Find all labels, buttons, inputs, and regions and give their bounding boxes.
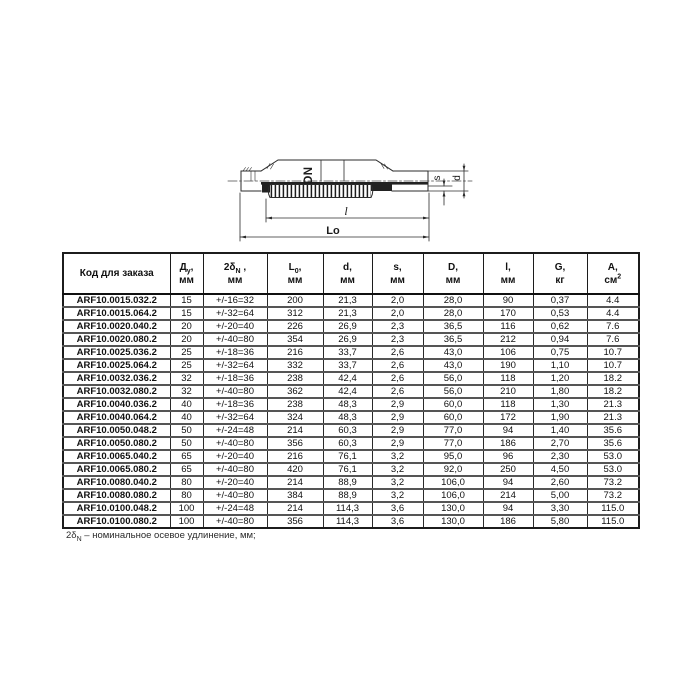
spec-value-cell: 2,9 <box>372 411 423 424</box>
table-row <box>63 372 639 385</box>
spec-value-cell: 226 <box>267 320 323 333</box>
order-code-cell: ARF10.0015.032.2 <box>63 294 170 307</box>
spec-value-cell: 35.6 <box>587 437 639 450</box>
spec-value-cell: 76,1 <box>323 450 372 463</box>
technical-drawing <box>226 138 478 250</box>
spec-value-cell: 130,0 <box>423 502 483 515</box>
spec-value-cell: +/-40=80 <box>203 489 267 502</box>
spec-value-cell: 50 <box>170 424 203 437</box>
col-header-a: A, $см^2$ <box>587 253 639 294</box>
spec-value-cell: 216 <box>267 450 323 463</box>
col-header-order-code <box>63 253 170 294</box>
spec-value-cell: 1,30 <box>533 398 587 411</box>
spec-value-cell: 7.6 <box>587 333 639 346</box>
table-row <box>63 294 639 307</box>
spec-value-cell: +/-40=80 <box>203 515 267 528</box>
spec-value-cell: 25 <box>170 346 203 359</box>
spec-value-cell: 10.7 <box>587 346 639 359</box>
spec-value-cell: 42,4 <box>323 372 372 385</box>
order-code-cell: ARF10.0065.040.2 <box>63 450 170 463</box>
spec-value-cell: 118 <box>483 372 533 385</box>
spec-value-cell: +/-20=40 <box>203 320 267 333</box>
spec-value-cell: 420 <box>267 463 323 476</box>
spec-value-cell: 36,5 <box>423 320 483 333</box>
spec-value-cell: 65 <box>170 450 203 463</box>
spec-value-cell: 216 <box>267 346 323 359</box>
spec-value-cell: +/-20=40 <box>203 450 267 463</box>
table-row <box>63 411 639 424</box>
spec-value-cell: +/-24=48 <box>203 424 267 437</box>
table-row <box>63 346 639 359</box>
spec-value-cell: 95,0 <box>423 450 483 463</box>
footnote-text: – номинальное осевое удлинение, мм; <box>81 530 256 541</box>
spec-value-cell: 100 <box>170 515 203 528</box>
table-row <box>63 307 639 320</box>
spec-value-cell: 212 <box>483 333 533 346</box>
spec-value-cell: 26,9 <box>323 320 372 333</box>
spec-value-cell: +/-40=80 <box>203 385 267 398</box>
spec-value-cell: 190 <box>483 359 533 372</box>
spec-value-cell: +/-40=80 <box>203 333 267 346</box>
spec-value-cell: 3,2 <box>372 450 423 463</box>
spec-value-cell: 94 <box>483 424 533 437</box>
spec-value-cell: 186 <box>483 437 533 450</box>
spec-value-cell: 80 <box>170 489 203 502</box>
spec-value-cell: 2,30 <box>533 450 587 463</box>
table-row <box>63 502 639 515</box>
col-header-d-small: d, мм <box>323 253 372 294</box>
spec-value-cell: 0,75 <box>533 346 587 359</box>
header-row <box>63 253 639 294</box>
pipe-end-left <box>241 168 261 192</box>
spec-value-cell: 21.3 <box>587 411 639 424</box>
spec-value-cell: 20 <box>170 333 203 346</box>
spec-value-cell: 33,7 <box>323 359 372 372</box>
spec-value-cell: +/-32=64 <box>203 411 267 424</box>
table-row <box>63 320 639 333</box>
dn-label: DN <box>303 166 315 184</box>
spec-value-cell: 4.4 <box>587 307 639 320</box>
order-code-cell: ARF10.0065.080.2 <box>63 463 170 476</box>
spec-value-cell: 324 <box>267 411 323 424</box>
order-code-cell: ARF10.0050.080.2 <box>63 437 170 450</box>
spec-value-cell: 15 <box>170 294 203 307</box>
spec-value-cell: 5,00 <box>533 489 587 502</box>
spec-value-cell: 25 <box>170 359 203 372</box>
spec-value-cell: 2,6 <box>372 359 423 372</box>
spec-value-cell: 94 <box>483 502 533 515</box>
spec-value-cell: 362 <box>267 385 323 398</box>
spec-value-cell: 106,0 <box>423 476 483 489</box>
table-row <box>63 333 639 346</box>
spec-value-cell: 0,37 <box>533 294 587 307</box>
spec-value-cell: 3,30 <box>533 502 587 515</box>
spec-value-cell: 90 <box>483 294 533 307</box>
spec-value-cell: 116 <box>483 320 533 333</box>
spec-value-cell: 80 <box>170 476 203 489</box>
spec-value-cell: 48,3 <box>323 411 372 424</box>
spec-value-cell: 250 <box>483 463 533 476</box>
spec-value-cell: 36,5 <box>423 333 483 346</box>
spec-value-cell: 3,6 <box>372 515 423 528</box>
spec-value-cell: 18.2 <box>587 385 639 398</box>
order-code-cell: ARF10.0040.064.2 <box>63 411 170 424</box>
spec-value-cell: 50 <box>170 437 203 450</box>
spec-value-cell: 88,9 <box>323 476 372 489</box>
spec-table <box>62 252 640 529</box>
spec-value-cell: 2,6 <box>372 385 423 398</box>
spec-value-cell: 2,6 <box>372 346 423 359</box>
spec-value-cell: 170 <box>483 307 533 320</box>
spec-value-cell: 1,40 <box>533 424 587 437</box>
spec-value-cell: 21,3 <box>323 307 372 320</box>
spec-value-cell: 2,3 <box>372 333 423 346</box>
spec-value-cell: +/-40=80 <box>203 463 267 476</box>
spec-value-cell: 238 <box>267 372 323 385</box>
spec-value-cell: +/-32=64 <box>203 307 267 320</box>
order-code-cell: ARF10.0020.040.2 <box>63 320 170 333</box>
spec-value-cell: 32 <box>170 385 203 398</box>
spec-value-cell: 354 <box>267 333 323 346</box>
spec-value-cell: 2,9 <box>372 424 423 437</box>
col-header-g: G, кг <box>533 253 587 294</box>
spec-value-cell: 35.6 <box>587 424 639 437</box>
spec-value-cell: 214 <box>483 489 533 502</box>
spec-value-cell: 88,9 <box>323 489 372 502</box>
col-header-l-small: l, мм <box>483 253 533 294</box>
spec-value-cell: 214 <box>267 424 323 437</box>
footnote: $2\delta_N$ – номинальное осевое удлинение, мм; <box>66 530 256 543</box>
footnote-symbol: 2δ <box>66 530 77 541</box>
spec-value-cell: 100 <box>170 502 203 515</box>
dimension-l <box>266 199 429 222</box>
spec-value-cell: 1,10 <box>533 359 587 372</box>
spec-value-cell: 28,0 <box>423 307 483 320</box>
spec-value-cell: 0,94 <box>533 333 587 346</box>
spec-value-cell: 53.0 <box>587 450 639 463</box>
spec-value-cell: 40 <box>170 411 203 424</box>
spec-value-cell: +/-18=36 <box>203 346 267 359</box>
spec-value-cell: 60,3 <box>323 437 372 450</box>
col-header-s: s, мм <box>372 253 423 294</box>
spec-value-cell: 200 <box>267 294 323 307</box>
spec-value-cell: 0,62 <box>533 320 587 333</box>
spec-value-cell: 214 <box>267 476 323 489</box>
spec-value-cell: 48,3 <box>323 398 372 411</box>
spec-value-cell: 60,0 <box>423 411 483 424</box>
spec-value-cell: 60,3 <box>323 424 372 437</box>
spec-value-cell: 1,20 <box>533 372 587 385</box>
spec-value-cell: 106,0 <box>423 489 483 502</box>
spec-value-cell: 210 <box>483 385 533 398</box>
spec-value-cell: 40 <box>170 398 203 411</box>
order-code-cell: ARF10.0020.080.2 <box>63 333 170 346</box>
spec-value-cell: 0,53 <box>533 307 587 320</box>
spec-value-cell: 92,0 <box>423 463 483 476</box>
table-row <box>63 424 639 437</box>
spec-value-cell: 3,2 <box>372 489 423 502</box>
table-row <box>63 515 639 528</box>
order-code-cell: ARF10.0080.040.2 <box>63 476 170 489</box>
spec-value-cell: 115.0 <box>587 502 639 515</box>
spec-value-cell: 42,4 <box>323 385 372 398</box>
spec-value-cell: 115.0 <box>587 515 639 528</box>
spec-value-cell: 332 <box>267 359 323 372</box>
spec-value-cell: 4.4 <box>587 294 639 307</box>
spec-value-cell: 65 <box>170 463 203 476</box>
spec-value-cell: 356 <box>267 437 323 450</box>
spec-value-cell: 18.2 <box>587 372 639 385</box>
spec-value-cell: 60,0 <box>423 398 483 411</box>
spec-value-cell: 356 <box>267 515 323 528</box>
spec-value-cell: 7.6 <box>587 320 639 333</box>
spec-value-cell: 3,6 <box>372 502 423 515</box>
table-row <box>63 385 639 398</box>
dimension-lo <box>240 193 429 241</box>
spec-value-cell: +/-16=32 <box>203 294 267 307</box>
spec-value-cell: +/-18=36 <box>203 372 267 385</box>
order-code-cell: ARF10.0032.036.2 <box>63 372 170 385</box>
spec-value-cell: 3,2 <box>372 476 423 489</box>
spec-value-cell: 214 <box>267 502 323 515</box>
spec-value-cell: +/-32=64 <box>203 359 267 372</box>
spec-value-cell: 21.3 <box>587 398 639 411</box>
col-header-d-big: D, мм <box>423 253 483 294</box>
spec-value-cell: 2,0 <box>372 307 423 320</box>
spec-value-cell: 10.7 <box>587 359 639 372</box>
spec-value-cell: 94 <box>483 476 533 489</box>
spec-value-cell: 2,9 <box>372 437 423 450</box>
table-row <box>63 359 639 372</box>
spec-value-cell: 2,3 <box>372 320 423 333</box>
spec-value-cell: 26,9 <box>323 333 372 346</box>
spec-value-cell: +/-24=48 <box>203 502 267 515</box>
lo-dim-label: Lo <box>326 225 340 237</box>
table-row <box>63 489 639 502</box>
dimension-s-d <box>428 164 468 205</box>
spec-value-cell: 76,1 <box>323 463 372 476</box>
spec-value-cell: +/-40=80 <box>203 437 267 450</box>
spec-value-cell: 28,0 <box>423 294 483 307</box>
spec-value-cell: 2,70 <box>533 437 587 450</box>
table-row <box>63 450 639 463</box>
spec-value-cell: 77,0 <box>423 437 483 450</box>
l-dim-label: l <box>344 204 348 218</box>
order-code-cell: ARF10.0032.080.2 <box>63 385 170 398</box>
d-dim-label: d <box>452 175 463 181</box>
spec-value-cell: +/-18=36 <box>203 398 267 411</box>
spec-value-cell: 114,3 <box>323 502 372 515</box>
spec-value-cell: 20 <box>170 320 203 333</box>
table-row <box>63 463 639 476</box>
order-code-cell: ARF10.0025.036.2 <box>63 346 170 359</box>
spec-value-cell: 21,3 <box>323 294 372 307</box>
spec-value-cell: +/-20=40 <box>203 476 267 489</box>
spec-value-cell: 5,80 <box>533 515 587 528</box>
spec-value-cell: 186 <box>483 515 533 528</box>
casing <box>261 160 393 181</box>
spec-value-cell: 118 <box>483 398 533 411</box>
table-row <box>63 437 639 450</box>
bellows <box>262 185 392 198</box>
spec-value-cell: 384 <box>267 489 323 502</box>
spec-value-cell: 33,7 <box>323 346 372 359</box>
spec-value-cell: 32 <box>170 372 203 385</box>
order-code-cell: ARF10.0015.064.2 <box>63 307 170 320</box>
spec-value-cell: 1,90 <box>533 411 587 424</box>
s-dim-label: s <box>432 175 443 181</box>
order-code-cell: ARF10.0050.048.2 <box>63 424 170 437</box>
spec-value-cell: 172 <box>483 411 533 424</box>
col-header-l0: $L_0$, мм <box>267 253 323 294</box>
spec-value-cell: 2,60 <box>533 476 587 489</box>
col-header-2dn: $2\delta_N$ , мм <box>203 253 267 294</box>
spec-value-cell: 4,50 <box>533 463 587 476</box>
spec-value-cell: 73.2 <box>587 489 639 502</box>
spec-value-cell: 56,0 <box>423 385 483 398</box>
spec-value-cell: 1,80 <box>533 385 587 398</box>
order-code-cell: ARF10.0040.036.2 <box>63 398 170 411</box>
spec-value-cell: 3,2 <box>372 463 423 476</box>
spec-value-cell: 15 <box>170 307 203 320</box>
spec-value-cell: 238 <box>267 398 323 411</box>
order-code-cell: ARF10.0025.064.2 <box>63 359 170 372</box>
spec-value-cell: 96 <box>483 450 533 463</box>
spec-value-cell: 53.0 <box>587 463 639 476</box>
col-header-label: Код для заказа <box>79 268 154 279</box>
spec-value-cell: 106 <box>483 346 533 359</box>
spec-value-cell: 2,6 <box>372 372 423 385</box>
spec-table-body <box>63 294 639 528</box>
spec-value-cell: 114,3 <box>323 515 372 528</box>
spec-value-cell: 43,0 <box>423 346 483 359</box>
order-code-cell: ARF10.0100.048.2 <box>63 502 170 515</box>
spec-value-cell: 312 <box>267 307 323 320</box>
table-row <box>63 476 639 489</box>
spec-value-cell: 2,9 <box>372 398 423 411</box>
table-row <box>63 398 639 411</box>
col-header-du: $Д_у$, мм <box>170 253 203 294</box>
order-code-cell: ARF10.0100.080.2 <box>63 515 170 528</box>
spec-value-cell: 73.2 <box>587 476 639 489</box>
spec-value-cell: 130,0 <box>423 515 483 528</box>
spec-value-cell: 77,0 <box>423 424 483 437</box>
spec-value-cell: 2,0 <box>372 294 423 307</box>
spec-value-cell: 56,0 <box>423 372 483 385</box>
spec-value-cell: 43,0 <box>423 359 483 372</box>
order-code-cell: ARF10.0080.080.2 <box>63 489 170 502</box>
